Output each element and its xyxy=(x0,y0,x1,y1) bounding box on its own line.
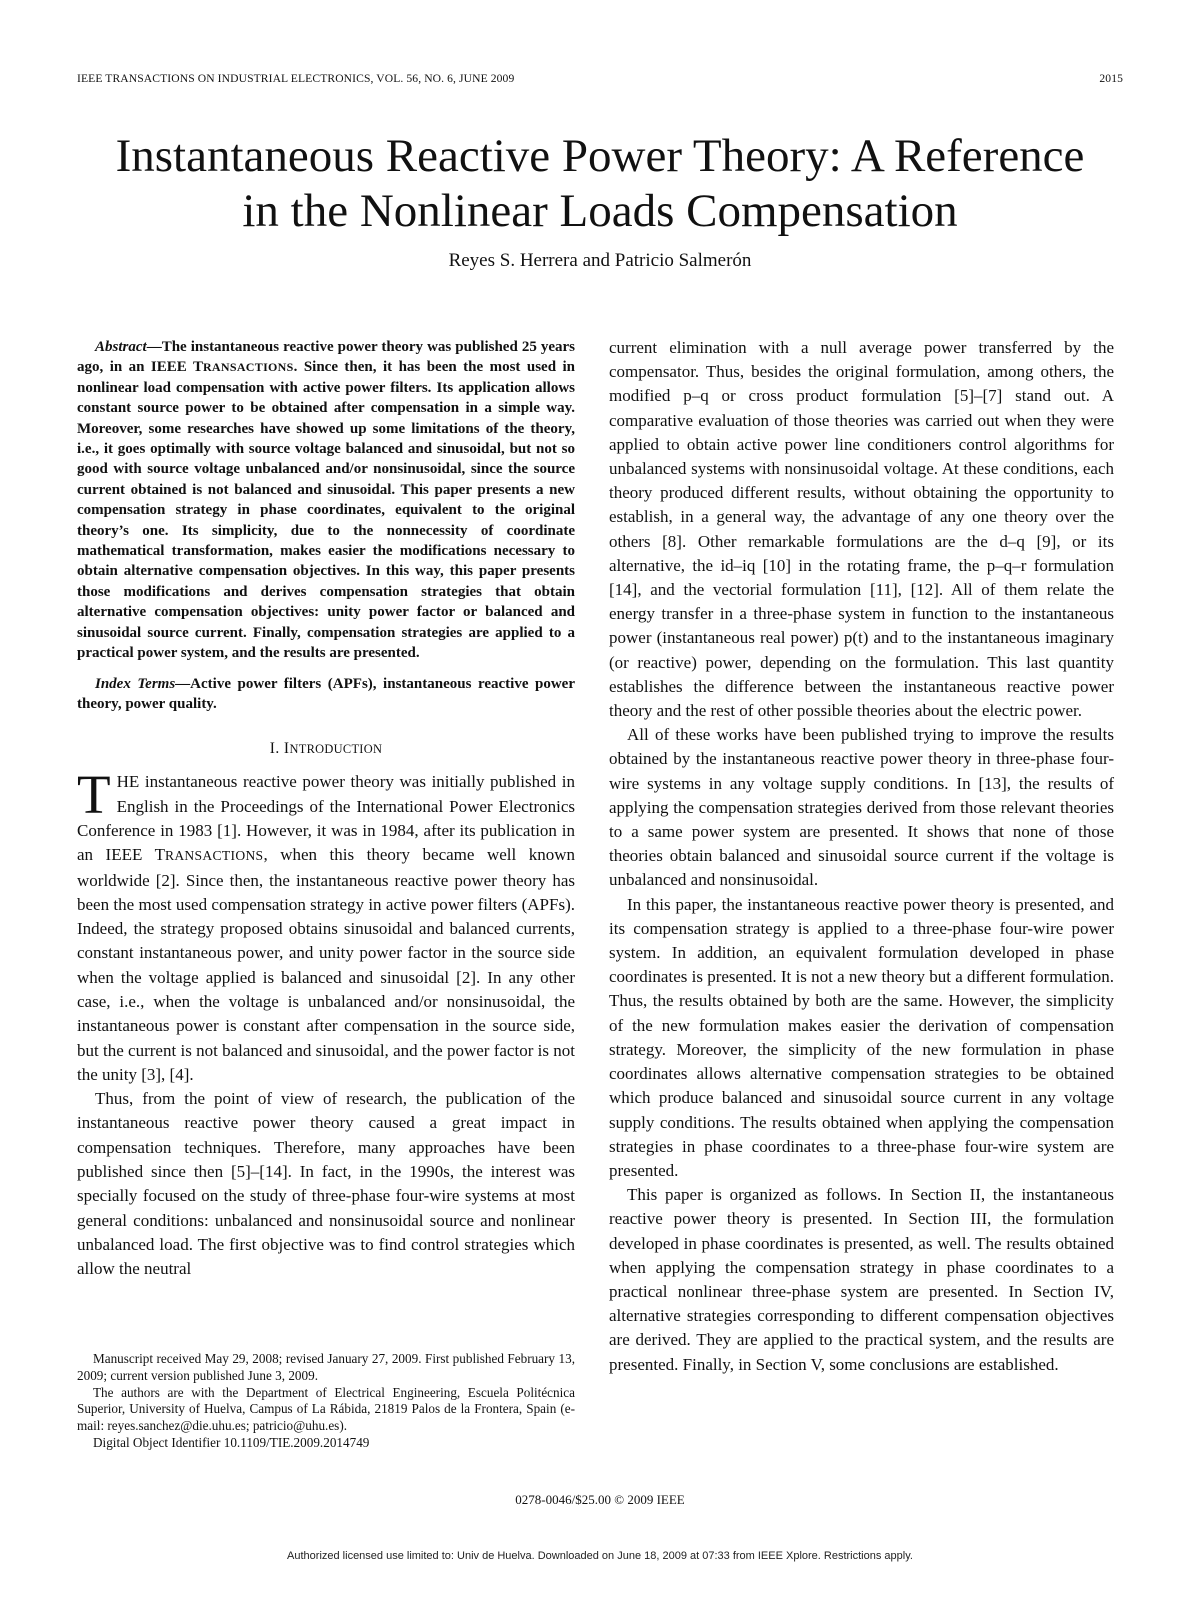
intro-paragraph-1 xyxy=(77,764,575,1087)
intro-p1-b: , when this theory became well known worldwide [2]. Since then, the instantaneous reactive power theory has been the most used compensation strategy in active power filters (APFs). Indeed, the strategy proposed obtains sinusoidal and balanced currents, constant instantaneous power, and unity power factor in the source side when the voltage applied is balanced and sinusoidal [2]. In any other case, i.e., when the voltage is unbalanced and/or nonsinusoidal, the instantaneous power is constant after compensation in the source side, but the current is not balanced and sinusoidal, and the power factor is not the unity [3], [4]. xyxy=(77,845,575,1084)
footnote-doi: Digital Object Identifier 10.1109/TIE.2009.2014749 xyxy=(93,1434,370,1450)
right-paragraph-1: current elimination with a null average power transferred by the compensator. Thus, besides the original formulation, among others, the modified p–q or cross product formulation [5]–[7] stand out. A comparative evaluation of those theories was carried out when they were applied to obtain active power line conditioners control algorithms for unbalanced systems with nonsinusoidal voltage. At these conditions, each theory produced different results, without obtaining the opportunity to establish, in a general way, the advantage of any one theory over the others [8]. Other remarkable formulations are the d–q [9], or its alternative, the id–iq [10] in the rotating frame, the p–q–r formulation [14], and the vectorial formulation [11], [12]. All of them relate the energy transfer in a three-phase system in function to the instantaneous power (instantaneous real power) p(t) and to the instantaneous imaginary (or reactive) power, depending on the formulation. This last quantity establishes the difference between the instantaneous reactive power theory and the rest of other possible theories about the electric power. xyxy=(609,338,1114,721)
section-number: I. I xyxy=(269,740,290,758)
section-heading-introduction xyxy=(77,740,575,758)
abstract-text-a: —The instantaneous reactive power theory was published 25 years ago, in an IEEE T xyxy=(77,339,575,376)
right-paragraph-3: In this paper, the instantaneous reactive power theory is presented, and its compensation strategy is applied to a three-phase four-wire power system. In addition, an equivalent formulation developed in phase coordinates is presented. It is not a new theory but a different formulation. Thus, the results obtained by both are the same. However, the simplicity of the new formulation makes easier the derivation of compensation strategy. Moreover, the simplicity of the new formulation in phase coordinates allows alternative compensation strategies to be obtained which produce balanced and sinusoidal source current in any voltage supply conditions. The results obtained when applying the compensation strategies in phase coordinates to a three-phase four-wire system are presented. xyxy=(609,894,1114,1180)
title-line-1: Instantaneous Reactive Power Theory: A Reference xyxy=(115,130,1085,182)
author-list: Reyes S. Herrera and Patricio Salmerón xyxy=(448,250,752,271)
license-notice: Authorized licensed use limited to: Univ de Huelva. Downloaded on June 18, 2009 at 07:33 from IEEE Xplore. Restrictions apply. xyxy=(287,1550,913,1562)
page-number: 2015 xyxy=(1099,72,1123,85)
drop-cap: T xyxy=(77,764,111,826)
index-terms xyxy=(77,674,575,715)
right-paragraph-4: This paper is organized as follows. In Section II, the instantaneous reactive power theory is presented. In Section III, the formulation developed in phase coordinates is presented, as well. The results obtained when applying the compensation strategy in phase coordinates to a practical nonlinear three-phase system are presented. In Section IV, alternative strategies corresponding to different compensation objectives are derived. They are applied to the practical system, and the results are presented. Finally, in Section V, some conclusions are established. xyxy=(609,1185,1114,1374)
journal-name: IEEE TRANSACTIONS ON INDUSTRIAL ELECTRONICS, VOL. 56, NO. 6, JUNE 2009 xyxy=(77,72,515,85)
footnote-affiliation: The authors are with the Department of Electrical Engineering, Escuela Politécnica Superior, University of Huelva, Campus of La Rábida, 21819 Palos de la Frontera, Spain (e-mail: reyes.sanchez@die.uhu.es; patricio@uhu.es). xyxy=(77,1384,575,1434)
intro-paragraph-2: Thus, from the point of view of research, the publication of the instantaneous reactive power theory caused a great impact in compensation techniques. Therefore, many approaches have been published since then [5]–[14]. In fact, in the 1990s, the interest was specially focused on the study of three-phase four-wire systems at most general conditions: unbalanced and nonsinusoidal source and nonlinear unbalanced load. The first objective was to find control strategies which allow the neutral xyxy=(77,1089,575,1279)
section-title: NTRODUCTION xyxy=(289,742,383,757)
index-terms-label: Index Terms xyxy=(95,675,176,692)
footnote-manuscript: Manuscript received May 29, 2008; revised January 27, 2009. First published February 13, 2009; current version published June 3, 2009. xyxy=(77,1351,575,1383)
abstract-text-smallcaps: RANSACTIONS xyxy=(202,360,294,375)
abstract-label: Abstract xyxy=(95,339,147,355)
paper-title xyxy=(60,129,1140,239)
right-paragraph-2: All of these works have been published trying to improve the results obtained by the instantaneous reactive power theory in three-phase four-wire systems in any voltage supply conditions. In [13], the results of applying the compensation strategies derived from those relevant theories to a same power system are presented. It shows that none of those theories obtain balanced and sinusoidal source current if the voltage is unbalanced and nonsinusoidal. xyxy=(609,725,1114,890)
right-column xyxy=(609,336,1114,1377)
abstract xyxy=(77,337,575,664)
left-column xyxy=(77,337,575,1282)
copyright-line: 0278-0046/$25.00 © 2009 IEEE xyxy=(515,1492,685,1507)
running-head xyxy=(77,72,1123,85)
footnote xyxy=(77,1351,575,1452)
title-line-2: in the Nonlinear Loads Compensation xyxy=(242,185,958,237)
index-terms-text: —Active power filters (APFs), instantaneous reactive power theory, power quality. xyxy=(77,675,576,712)
abstract-text-b: . Since then, it has been the most used in nonlinear load compensation with active power filters. Its application allows constant source power to be obtained after compensation in a simple way. Moreover, some researches have showed up some limitations of the theory, i.e., it goes optimally with source voltage balanced and sinusoidal, but not so good with source voltage unbalanced and/or nonsinusoidal, since the source current obtained is not balanced and sinusoidal. This paper presents a new compensation strategy in phase coordinates, equivalent to the original theory’s one. Its simplicity, due to the nonnecessity of coordinate mathematical transformation, makes easier the modifications necessary to obtain alternative compensation objectives. In this way, this paper presents those modifications and derives compensation strategies that obtain alternative compensation objectives: unity power factor or balanced and sinusoidal source current. Finally, compensation strategies are applied to a practical power system, and the results are presented. xyxy=(77,359,575,662)
intro-p1-smallcaps: RANSACTIONS xyxy=(164,848,264,864)
intro-p1-a: HE instantaneous reactive power theory was initially published in English in the Proceedings of the International Power Electronics Conference in 1983 [1]. However, it was in 1984, after its publication in an IEEE T xyxy=(77,772,575,865)
